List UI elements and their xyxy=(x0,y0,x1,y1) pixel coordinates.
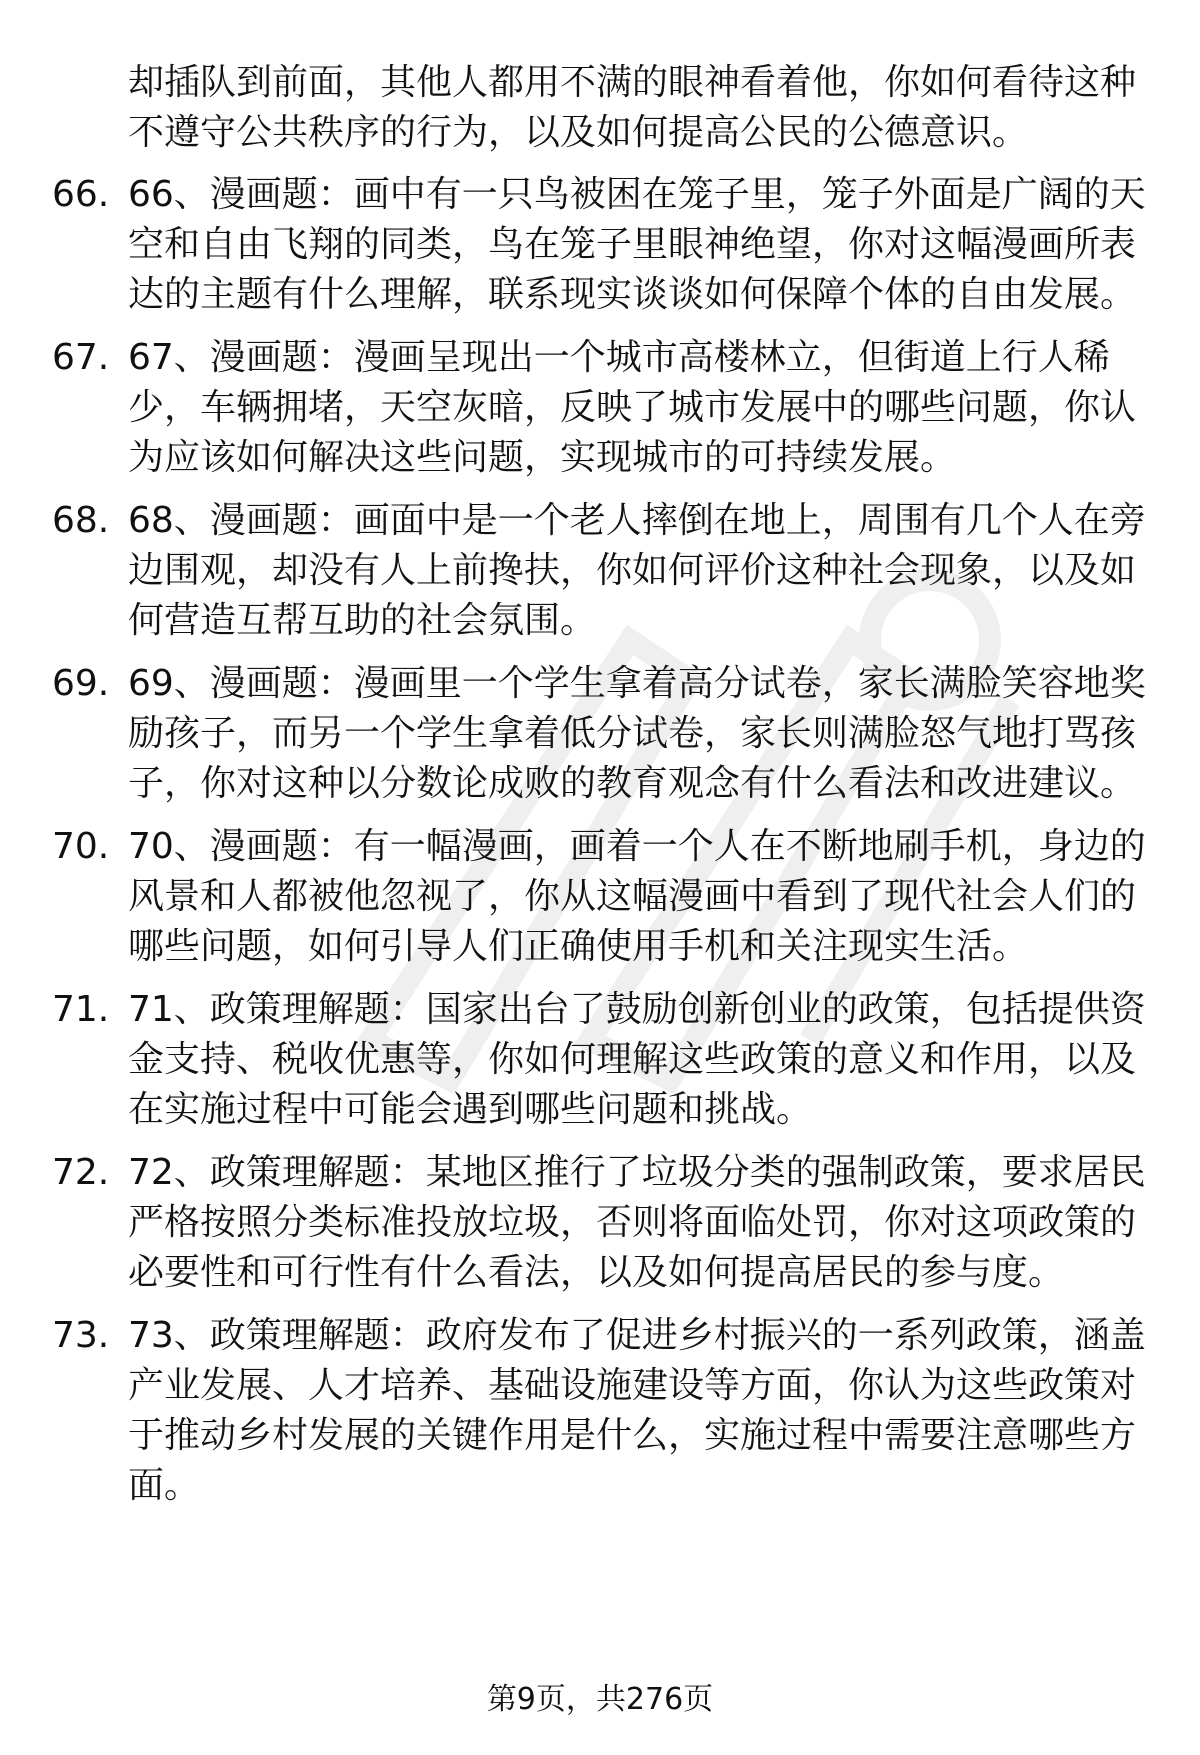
text-line: 励孩子，而另一个学生拿着低分试卷，家长则满脸怒气地打骂孩 xyxy=(128,713,1137,754)
text-line: 68、漫画题：画面中是一个老人摔倒在地上，周围有几个人在旁 xyxy=(128,500,1146,541)
item-text xyxy=(128,496,1158,646)
text-line: 70、漫画题：有一幅漫画，画着一个人在不断地刷手机，身边的 xyxy=(128,826,1146,867)
item-number: 66. xyxy=(52,174,110,215)
item-number: 73. xyxy=(52,1315,110,1356)
text-line: 哪些问题，如何引导人们正确使用手机和关注现实生活。 xyxy=(128,926,1029,967)
text-line: 却插队到前面，其他人都用不满的眼神看着他，你如何看待这种 xyxy=(128,62,1137,103)
item-text xyxy=(128,1148,1158,1298)
text-line: 67、漫画题：漫画呈现出一个城市高楼林立，但街道上行人稀 xyxy=(128,337,1110,378)
text-line: 少，车辆拥堵，天空灰暗，反映了城市发展中的哪些问题，你认 xyxy=(128,387,1137,428)
item-text xyxy=(128,985,1158,1135)
item-number: 70. xyxy=(52,826,110,867)
text-line: 72、政策理解题：某地区推行了垃圾分类的强制政策，要求居民 xyxy=(128,1152,1146,1193)
text-line: 子，你对这种以分数论成败的教育观念有什么看法和改进建议。 xyxy=(128,763,1137,804)
text-line: 不遵守公共秩序的行为，以及如何提高公民的公德意识。 xyxy=(128,112,1029,153)
text-line: 必要性和可行性有什么看法，以及如何提高居民的参与度。 xyxy=(128,1252,1065,1293)
item-text xyxy=(128,1311,1158,1511)
item-text xyxy=(128,659,1158,809)
text-line: 在实施过程中可能会遇到哪些问题和挑战。 xyxy=(128,1089,813,1130)
item-number: 72. xyxy=(52,1152,110,1193)
text-line: 于推动乡村发展的关键作用是什么，实施过程中需要注意哪些方 xyxy=(128,1415,1137,1456)
text-line: 面。 xyxy=(128,1465,201,1506)
text-line: 空和自由飞翔的同类，鸟在笼子里眼神绝望，你对这幅漫画所表 xyxy=(128,224,1137,265)
item-number: 71. xyxy=(52,989,110,1030)
item-text xyxy=(128,822,1158,972)
text-line: 产业发展、人才培养、基础设施建设等方面，你认为这些政策对 xyxy=(128,1365,1137,1406)
item-number: 68. xyxy=(52,500,110,541)
text-line: 73、政策理解题：政府发布了促进乡村振兴的一系列政策，涵盖 xyxy=(128,1315,1146,1356)
text-line: 风景和人都被他忽视了，你从这幅漫画中看到了现代社会人们的 xyxy=(128,876,1137,917)
item-text xyxy=(128,333,1158,483)
text-line: 达的主题有什么理解，联系现实谈谈如何保障个体的自由发展。 xyxy=(128,274,1137,315)
text-line: 严格按照分类标准投放垃圾，否则将面临处罚，你对这项政策的 xyxy=(128,1202,1137,1243)
text-line: 边围观，却没有人上前搀扶，你如何评价这种社会现象，以及如 xyxy=(128,550,1137,591)
item-number: 69. xyxy=(52,663,110,704)
text-line: 为应该如何解决这些问题，实现城市的可持续发展。 xyxy=(128,437,957,478)
text-line: 何营造互帮互助的社会氛围。 xyxy=(128,600,597,641)
item-number: 67. xyxy=(52,337,110,378)
text-line: 71、政策理解题：国家出台了鼓励创新创业的政策，包括提供资 xyxy=(128,989,1146,1030)
text-line: 66、漫画题：画中有一只鸟被困在笼子里，笼子外面是广阔的天 xyxy=(128,174,1146,215)
intro-paragraph xyxy=(128,58,1148,158)
text-line: 金支持、税收优惠等，你如何理解这些政策的意义和作用，以及 xyxy=(128,1039,1137,1080)
page-footer: 第9页，共276页 xyxy=(486,1682,714,1717)
text-line: 69、漫画题：漫画里一个学生拿着高分试卷，家长满脸笑容地奖 xyxy=(128,663,1146,704)
item-text xyxy=(128,170,1158,320)
